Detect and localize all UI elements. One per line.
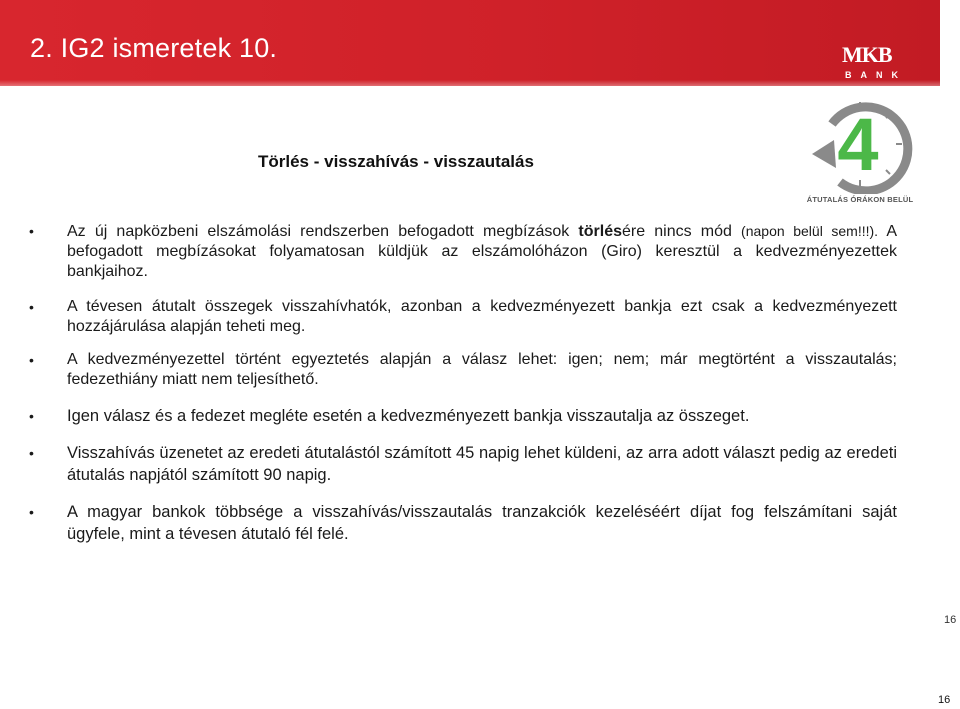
logo-mark: MKB bbox=[842, 42, 892, 67]
bullet-item bbox=[26, 501, 897, 545]
bullet-list bbox=[26, 221, 897, 560]
logo-word: BANK bbox=[845, 70, 907, 80]
bullet-dot: • bbox=[29, 445, 34, 461]
slide-title: 2. IG2 ismeretek 10. bbox=[30, 33, 278, 63]
badge-caption: ÁTUTALÁS ÓRÁKON BELÜL bbox=[806, 195, 914, 204]
bullet-text-part: ére nincs mód bbox=[622, 223, 742, 240]
bullet-item bbox=[26, 405, 897, 427]
section-heading: Törlés - visszahívás - visszautalás bbox=[258, 152, 534, 171]
bullet-item bbox=[26, 297, 897, 337]
bullet-dot: • bbox=[29, 352, 34, 368]
bullet-text-part: A befogadott megbízásokat folyamatosan küldjük az elszámolóházon (Giro) keresztül a kedvezményezettek bankjaihoz. bbox=[67, 223, 898, 280]
slide-page-number: 16 bbox=[944, 614, 957, 626]
bullet-item bbox=[26, 350, 897, 390]
bullet-item bbox=[26, 221, 897, 282]
header-bar bbox=[0, 0, 940, 86]
bold-term: törlés bbox=[578, 223, 622, 240]
bullet-text: Visszahívás üzenetet az eredeti átutalástól számított 45 napig lehet küldeni, az arra adott választ pedig az eredeti átutalás napjától számított 90 napig. bbox=[67, 444, 897, 484]
bullet-item bbox=[26, 442, 897, 486]
bullet-text: A magyar bankok többsége a visszahívás/visszautalás tranzakciók kezeléséért díjat fog felszámítani saját ügyfele, mint a tévesen átutaló fél felé. bbox=[67, 503, 897, 543]
bank-logo bbox=[818, 42, 910, 82]
bullet-text: Igen válasz és a fedezet megléte esetén a kedvezményezett bankja visszautalja az összeget. bbox=[67, 407, 750, 425]
bullet-dot: • bbox=[29, 299, 34, 315]
bullet-text: A tévesen átutalt összegek visszahívhatók, azonban a kedvezményezett bankja ezt csak a kedvezményezett hozzájárulása alapján teheti meg. bbox=[67, 298, 897, 335]
bullet-text-part: Az új napközbeni elszámolási rendszerben befogadott megbízások bbox=[67, 223, 579, 240]
badge-numeral: 4 bbox=[837, 103, 879, 186]
bullet-dot: • bbox=[29, 408, 34, 424]
bullet-dot: • bbox=[29, 223, 34, 239]
bullet-text: A kedvezményezettel történt egyeztetés alapján a válasz lehet: igen; nem; már megtörtént a visszautalás; fedezethiány miatt nem teljesíthető. bbox=[67, 351, 897, 388]
clock-arrow-icon bbox=[806, 94, 914, 194]
parenthetical-note: (napon belül sem!!!). bbox=[741, 223, 879, 239]
four-hours-badge bbox=[806, 94, 914, 206]
page-number: 16 bbox=[938, 694, 951, 706]
bullet-dot: • bbox=[29, 504, 34, 520]
